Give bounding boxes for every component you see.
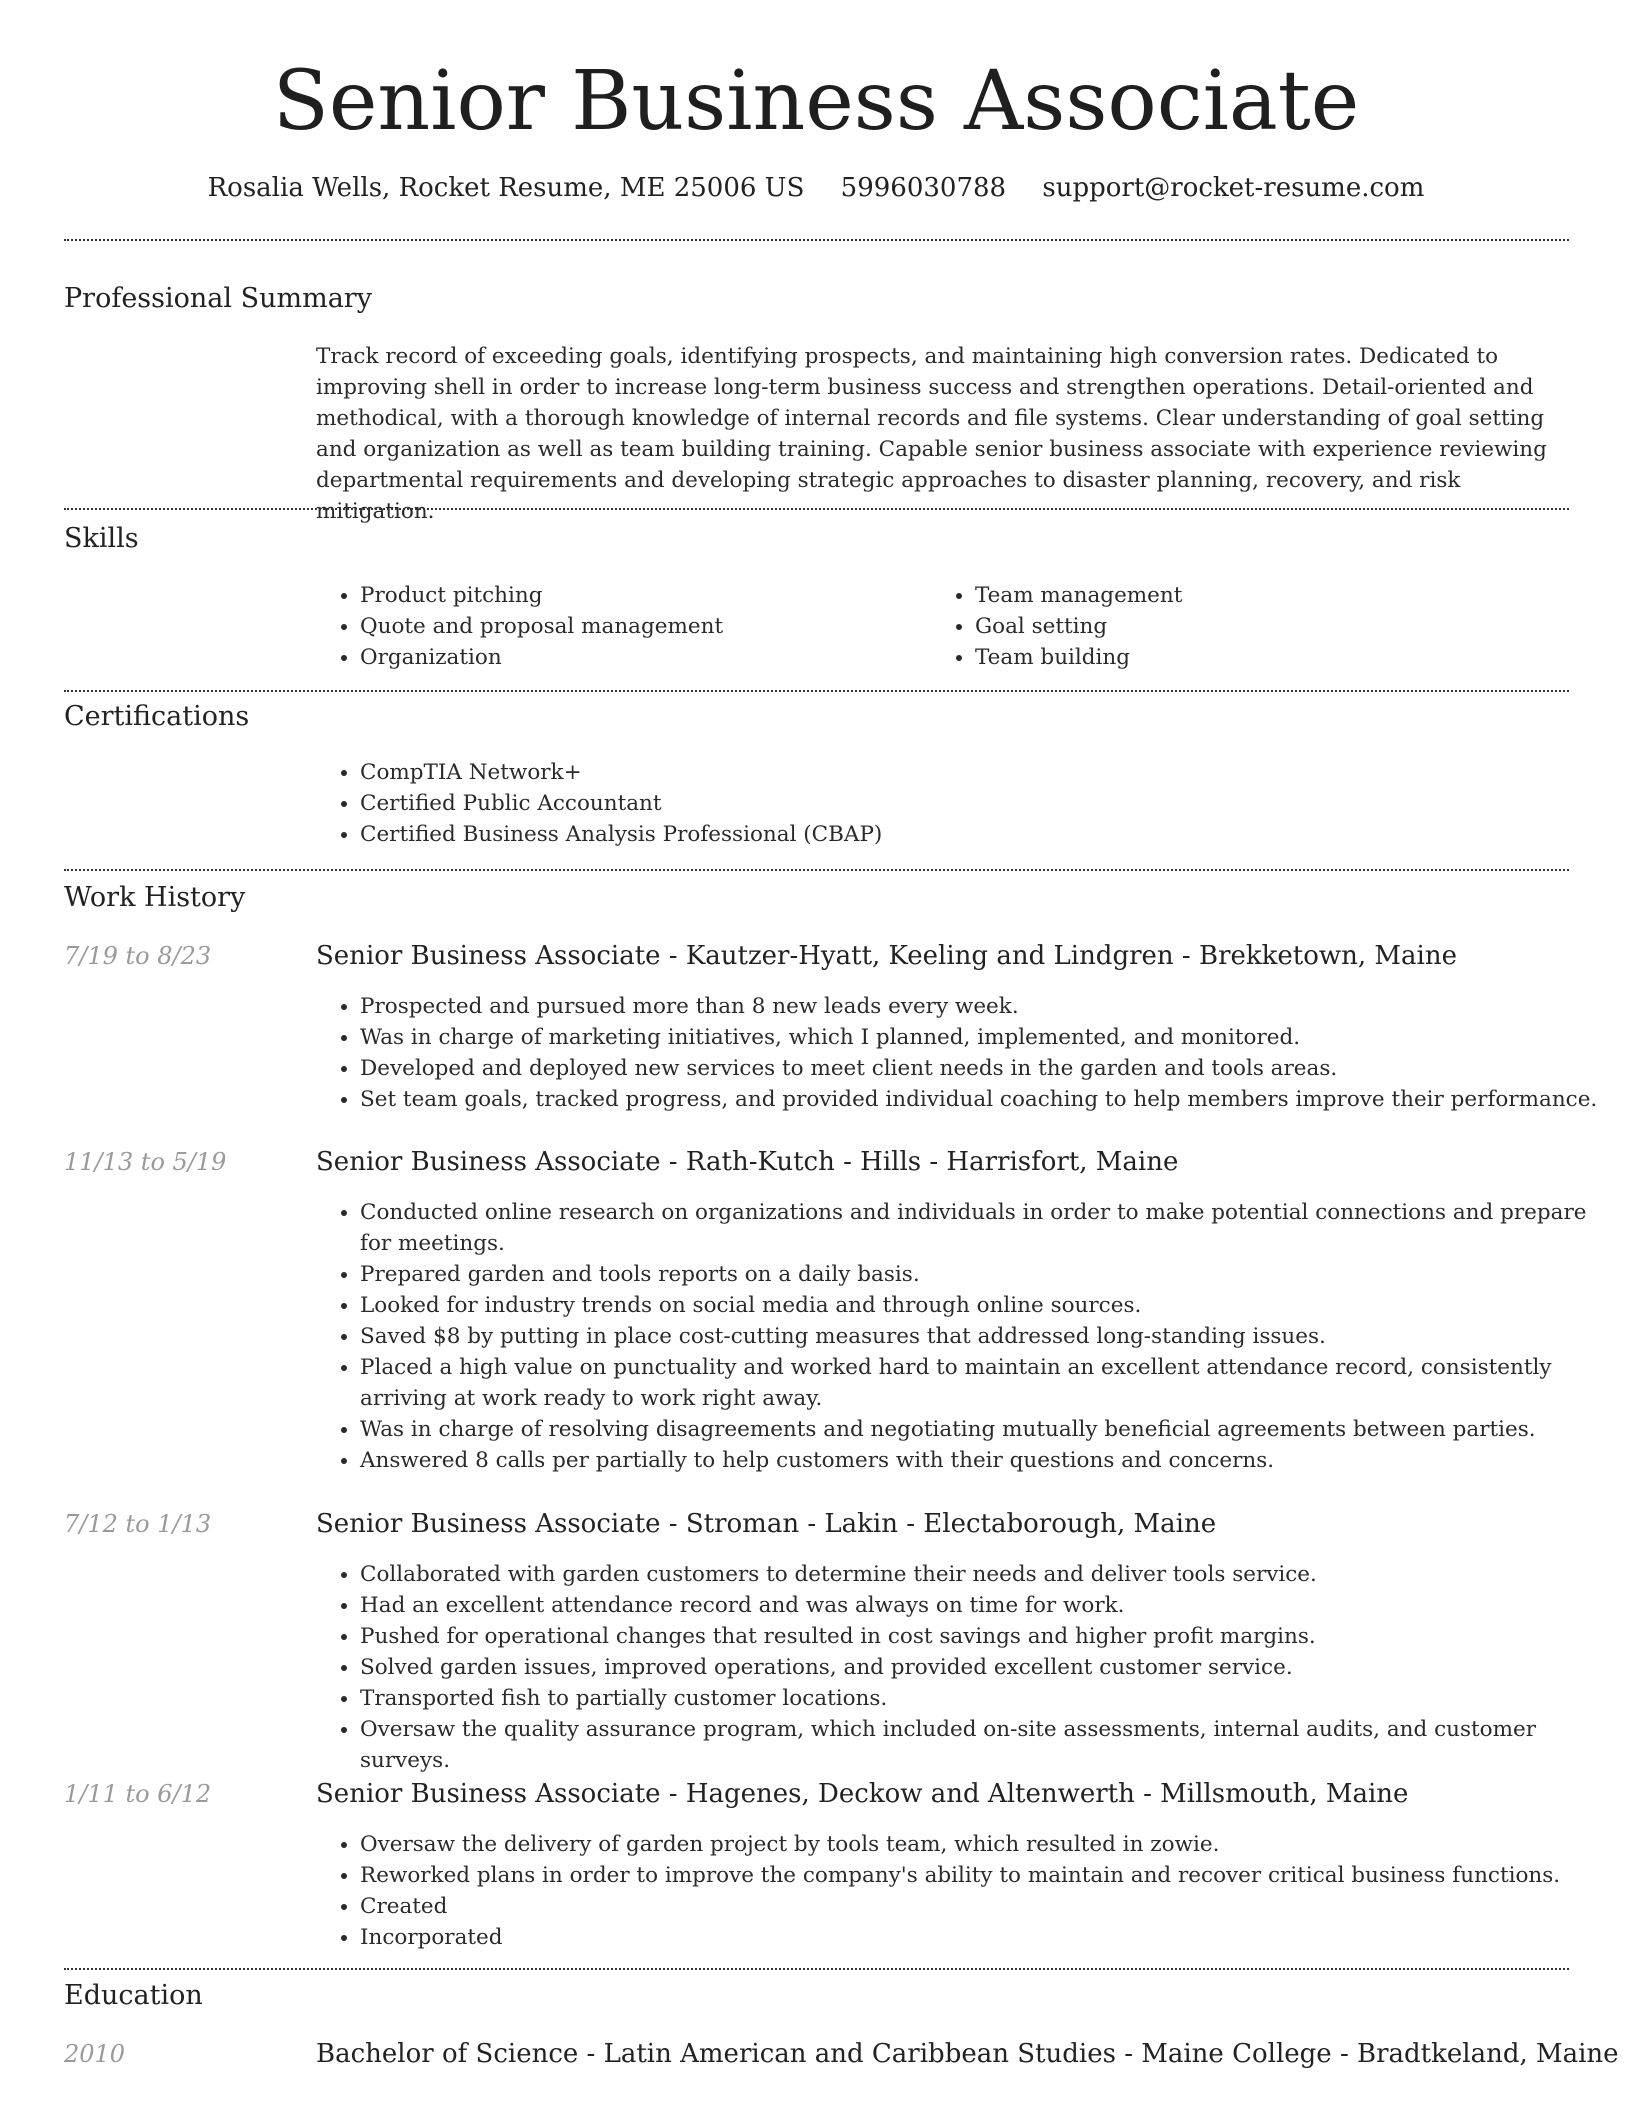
certifications-heading: Certifications <box>64 701 250 732</box>
job-bullet: • Answered 8 calls per partially to help customers with their questions and concerns. <box>360 1445 1610 1476</box>
education-heading: Education <box>64 1980 203 2011</box>
certification-item: • Certified Public Accountant <box>360 788 1560 819</box>
job-bullet: • Was in charge of marketing initiatives, which I planned, implemented, and monitored. <box>360 1022 1610 1053</box>
job-dates: 1/11 to 6/12 <box>64 1780 212 1808</box>
section-divider <box>64 869 1569 871</box>
job-bullet: • Conducted online research on organizations and individuals in order to make potential connections and prepare for meetings. <box>360 1197 1610 1259</box>
job-dates: 11/13 to 5/19 <box>64 1148 227 1176</box>
job-bullets <box>316 1829 1610 1953</box>
skill-item: • Team management <box>975 580 1535 611</box>
certifications-list <box>316 757 1560 850</box>
skills-list-left <box>316 580 920 673</box>
job-bullet: • Oversaw the quality assurance program, which included on-site assessments, internal audits, and customer surveys. <box>360 1714 1610 1776</box>
job-bullet: • Pushed for operational changes that resulted in cost savings and higher profit margins. <box>360 1621 1610 1652</box>
section-divider <box>64 239 1569 241</box>
skills-heading: Skills <box>64 523 139 554</box>
skill-item: • Organization <box>360 642 920 673</box>
skills-list-right <box>931 580 1535 673</box>
job-title: Senior Business Associate - Hagenes, Deckow and Altenwerth - Millsmouth, Maine <box>316 1779 1409 1809</box>
education-year: 2010 <box>64 2040 126 2068</box>
contact-phone: 5996030788 <box>840 173 1007 203</box>
section-divider <box>64 1968 1569 1970</box>
job-bullets <box>316 1197 1610 1476</box>
section-divider <box>64 690 1569 692</box>
certification-item: • CompTIA Network+ <box>360 757 1560 788</box>
job-title: Senior Business Associate - Kautzer-Hyatt, Keeling and Lindgren - Brekketown, Maine <box>316 941 1457 971</box>
job-bullet: • Looked for industry trends on social media and through online sources. <box>360 1290 1610 1321</box>
job-bullet: • Transported fish to partially customer locations. <box>360 1683 1610 1714</box>
education-degree: Bachelor of Science - Latin American and Caribbean Studies - Maine College - Bradtkeland, Maine <box>316 2039 1619 2069</box>
job-title: Senior Business Associate - Rath-Kutch - Hills - Harrisfort, Maine <box>316 1147 1179 1177</box>
job-bullet: • Oversaw the delivery of garden project by tools team, which resulted in zowie. <box>360 1829 1610 1860</box>
skill-item: • Team building <box>975 642 1535 673</box>
skill-item: • Goal setting <box>975 611 1535 642</box>
job-title: Senior Business Associate - Stroman - Lakin - Electaborough, Maine <box>316 1509 1217 1539</box>
job-bullet: • Reworked plans in order to improve the company's ability to maintain and recover critical business functions. <box>360 1860 1610 1891</box>
job-bullet: • Placed a high value on punctuality and worked hard to maintain an excellent attendance record, consistently arriving at work ready to work right away. <box>360 1352 1610 1414</box>
job-bullet: • Solved garden issues, improved operations, and provided excellent customer service. <box>360 1652 1610 1683</box>
job-bullet: • Set team goals, tracked progress, and provided individual coaching to help members improve their performance. <box>360 1084 1610 1115</box>
skill-item: • Quote and proposal management <box>360 611 920 642</box>
resume-title: Senior Business Associate <box>272 54 1360 149</box>
job-bullet: • Saved $8 by putting in place cost-cutting measures that addressed long-standing issues. <box>360 1321 1610 1352</box>
job-bullet: • Prepared garden and tools reports on a daily basis. <box>360 1259 1610 1290</box>
section-divider <box>64 508 1569 510</box>
job-dates: 7/12 to 1/13 <box>64 1510 212 1538</box>
job-bullet: • Prospected and pursued more than 8 new leads every week. <box>360 991 1610 1022</box>
job-bullet: • Developed and deployed new services to meet client needs in the garden and tools areas. <box>360 1053 1610 1084</box>
summary-heading: Professional Summary <box>64 283 372 314</box>
skill-item: • Product pitching <box>360 580 920 611</box>
summary-text: Track record of exceeding goals, identifying prospects, and maintaining high conversion rates. Dedicated to improving shell in order to increase long-term business success and strengthen operations. Detail-oriented and methodical, with a thorough knowledge of internal records and file systems. Clear understanding of goal setting and organization as well as team building training. Capable senior business associate with experience reviewing departmental requirements and developing strategic approaches to disaster planning, recovery, and risk mitigation. <box>316 344 1547 524</box>
job-bullets <box>316 1559 1610 1776</box>
contact-line <box>0 170 1632 206</box>
contact-address: Rosalia Wells, Rocket Resume, ME 25006 US <box>207 173 805 203</box>
job-bullet: • Incorporated <box>360 1922 1610 1953</box>
job-bullets <box>316 991 1610 1115</box>
job-bullet: • Had an excellent attendance record and was always on time for work. <box>360 1590 1610 1621</box>
job-bullet: • Collaborated with garden customers to determine their needs and deliver tools service. <box>360 1559 1610 1590</box>
job-dates: 7/19 to 8/23 <box>64 942 212 970</box>
work-heading: Work History <box>64 882 246 913</box>
job-bullet: • Was in charge of resolving disagreements and negotiating mutually beneficial agreements between parties. <box>360 1414 1610 1445</box>
certification-item: • Certified Business Analysis Professional (CBAP) <box>360 819 1560 850</box>
job-bullet: • Created <box>360 1891 1610 1922</box>
contact-email: support@rocket-resume.com <box>1042 173 1425 203</box>
